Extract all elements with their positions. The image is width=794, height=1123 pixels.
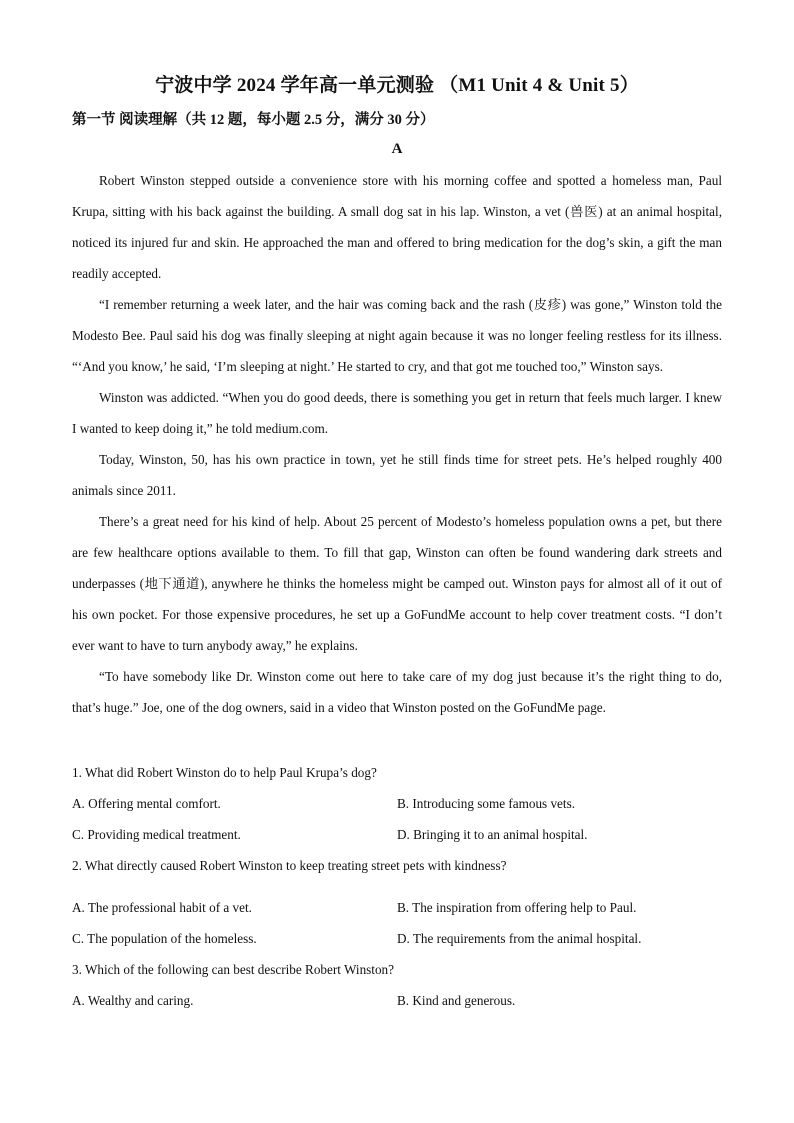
passage-paragraph: Winston was addicted. “When you do good deeds, there is something you get in return that feels much larger. I knew I wanted to keep doing it,” he told medium.com. <box>72 390 722 436</box>
passage-paragraph: Today, Winston, 50, has his own practice in town, yet he still finds time for street pets. He’s helped roughly 400 animals since 2011. <box>72 452 722 498</box>
question-option: A. The professional habit of a vet. <box>72 900 252 915</box>
passage-paragraph: Robert Winston stepped outside a convenience store with his morning coffee and spotted a homeless man, Paul Krupa, sitting with his back against the building. A small dog sat in his lap. Winston, a vet (兽医) at an animal hospital, noticed its injured fur and skin. He approached the man and offered to bring medication for the dog’s skin, a gift the man readily accepted. <box>72 173 722 281</box>
question-option: C. Providing medical treatment. <box>72 827 241 842</box>
question-option: D. The requirements from the animal hospital. <box>397 931 642 946</box>
passage-label: A <box>391 141 403 157</box>
passage-paragraph: There’s a great need for his kind of help. About 25 percent of Modesto’s homeless population owns a pet, but there are few healthcare options available to them. To fill that gap, Winston can often be found wandering dark streets and underpasses (地下通道), anywhere he thinks the homeless might be camped out. Winston pays for almost all of it out of his own pocket. For those expensive procedures, he set up a GoFundMe account to help cover treatment costs. “I don’t ever want to have to turn anybody away,” he explains. <box>72 514 722 653</box>
question-option: B. Kind and generous. <box>397 993 516 1008</box>
question-option: B. Introducing some famous vets. <box>397 796 576 811</box>
passage-paragraph: “To have somebody like Dr. Winston come out here to take care of my dog just because it’s the right thing to do, that’s huge.” Joe, one of the dog owners, said in a video that Winston posted on the GoFundMe page. <box>72 669 722 715</box>
reading-passage <box>72 165 722 723</box>
question-stem: 1. What did Robert Winston do to help Paul Krupa’s dog? <box>72 765 377 780</box>
question-option: A. Wealthy and caring. <box>72 993 194 1008</box>
exam-title: 宁波中学 2024 学年高一单元测验 （M1 Unit 4 & Unit 5） <box>155 75 639 96</box>
question-option: A. Offering mental comfort. <box>72 796 221 811</box>
question-stem: 3. Which of the following can best describe Robert Winston? <box>72 962 394 977</box>
question-option: B. The inspiration from offering help to Paul. <box>397 900 637 915</box>
question-stem: 2. What directly caused Robert Winston to keep treating street pets with kindness? <box>72 858 507 873</box>
question-option: D. Bringing it to an animal hospital. <box>397 827 588 842</box>
question-option: C. The population of the homeless. <box>72 931 257 946</box>
section-heading: 第一节 阅读理解（共 12 题，每小题 2.5 分，满分 30 分） <box>72 112 435 128</box>
passage-paragraph: “I remember returning a week later, and the hair was coming back and the rash (皮疹) was gone,” Winston told the Modesto Bee. Paul said his dog was finally sleeping at night again because it was no longer feeling restless for its illness. “‘And you know,’ he said, ‘I’m sleeping at night.’ He started to cry, and that got me touched too,” Winston says. <box>72 297 722 374</box>
